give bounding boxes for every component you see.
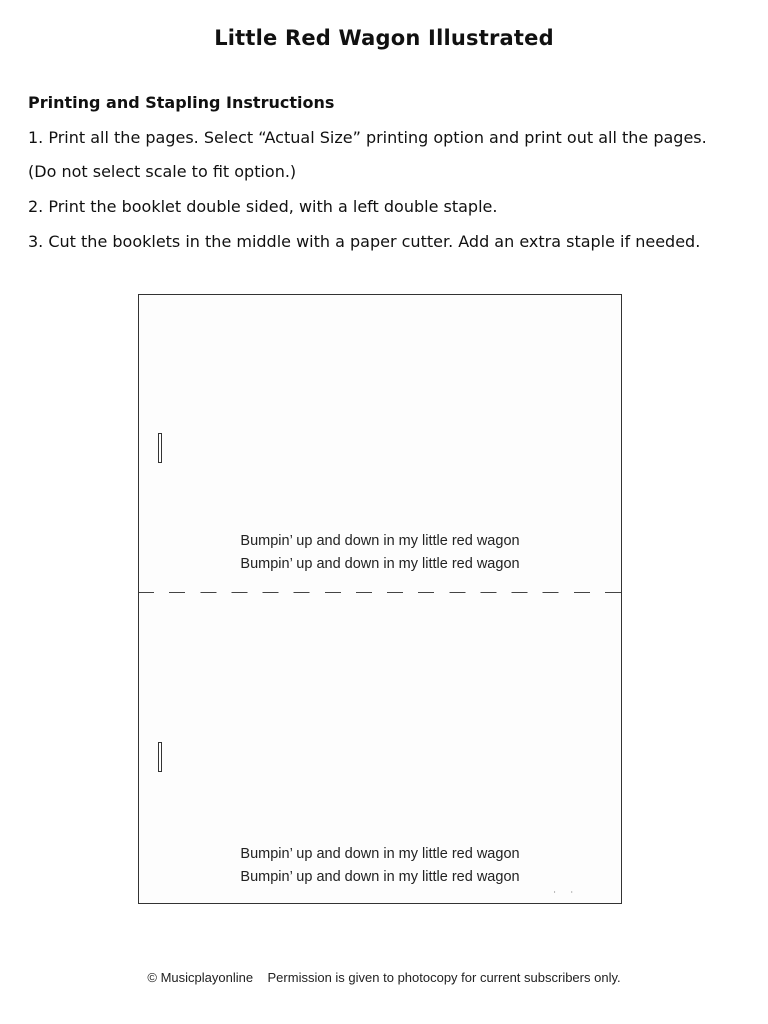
instruction-line: 3. Cut the booklets in the middle with a paper cutter. Add an extra staple if needed.: [28, 232, 701, 251]
instruction-line: (Do not select scale to fit option.): [28, 162, 297, 181]
staple-mark-bottom: [158, 742, 162, 772]
lyric-line: Bumpin’ up and down in my little red wagon: [240, 533, 520, 549]
booklet-sheet: [138, 294, 622, 904]
copyright-text: © Musicplayonline: [147, 970, 254, 985]
permission-text: Permission is given to photocopy for current subscribers only.: [267, 970, 621, 985]
corner-marks: · ·: [553, 888, 579, 897]
lyric-line: Bumpin’ up and down in my little red wagon: [240, 556, 520, 572]
page-title: Little Red Wagon Illustrated: [214, 26, 554, 50]
staple-mark-top: [158, 433, 162, 463]
instruction-line: 2. Print the booklet double sided, with a left double staple.: [28, 197, 498, 216]
lyric-line: Bumpin’ up and down in my little red wagon: [240, 846, 520, 862]
cut-line: [139, 592, 621, 593]
footer: [0, 970, 768, 985]
instruction-line: 1. Print all the pages. Select “Actual Size” printing option and print out all the pages.: [28, 128, 707, 147]
lyric-line: Bumpin’ up and down in my little red wagon: [240, 869, 520, 885]
instructions-heading: Printing and Stapling Instructions: [28, 93, 335, 112]
